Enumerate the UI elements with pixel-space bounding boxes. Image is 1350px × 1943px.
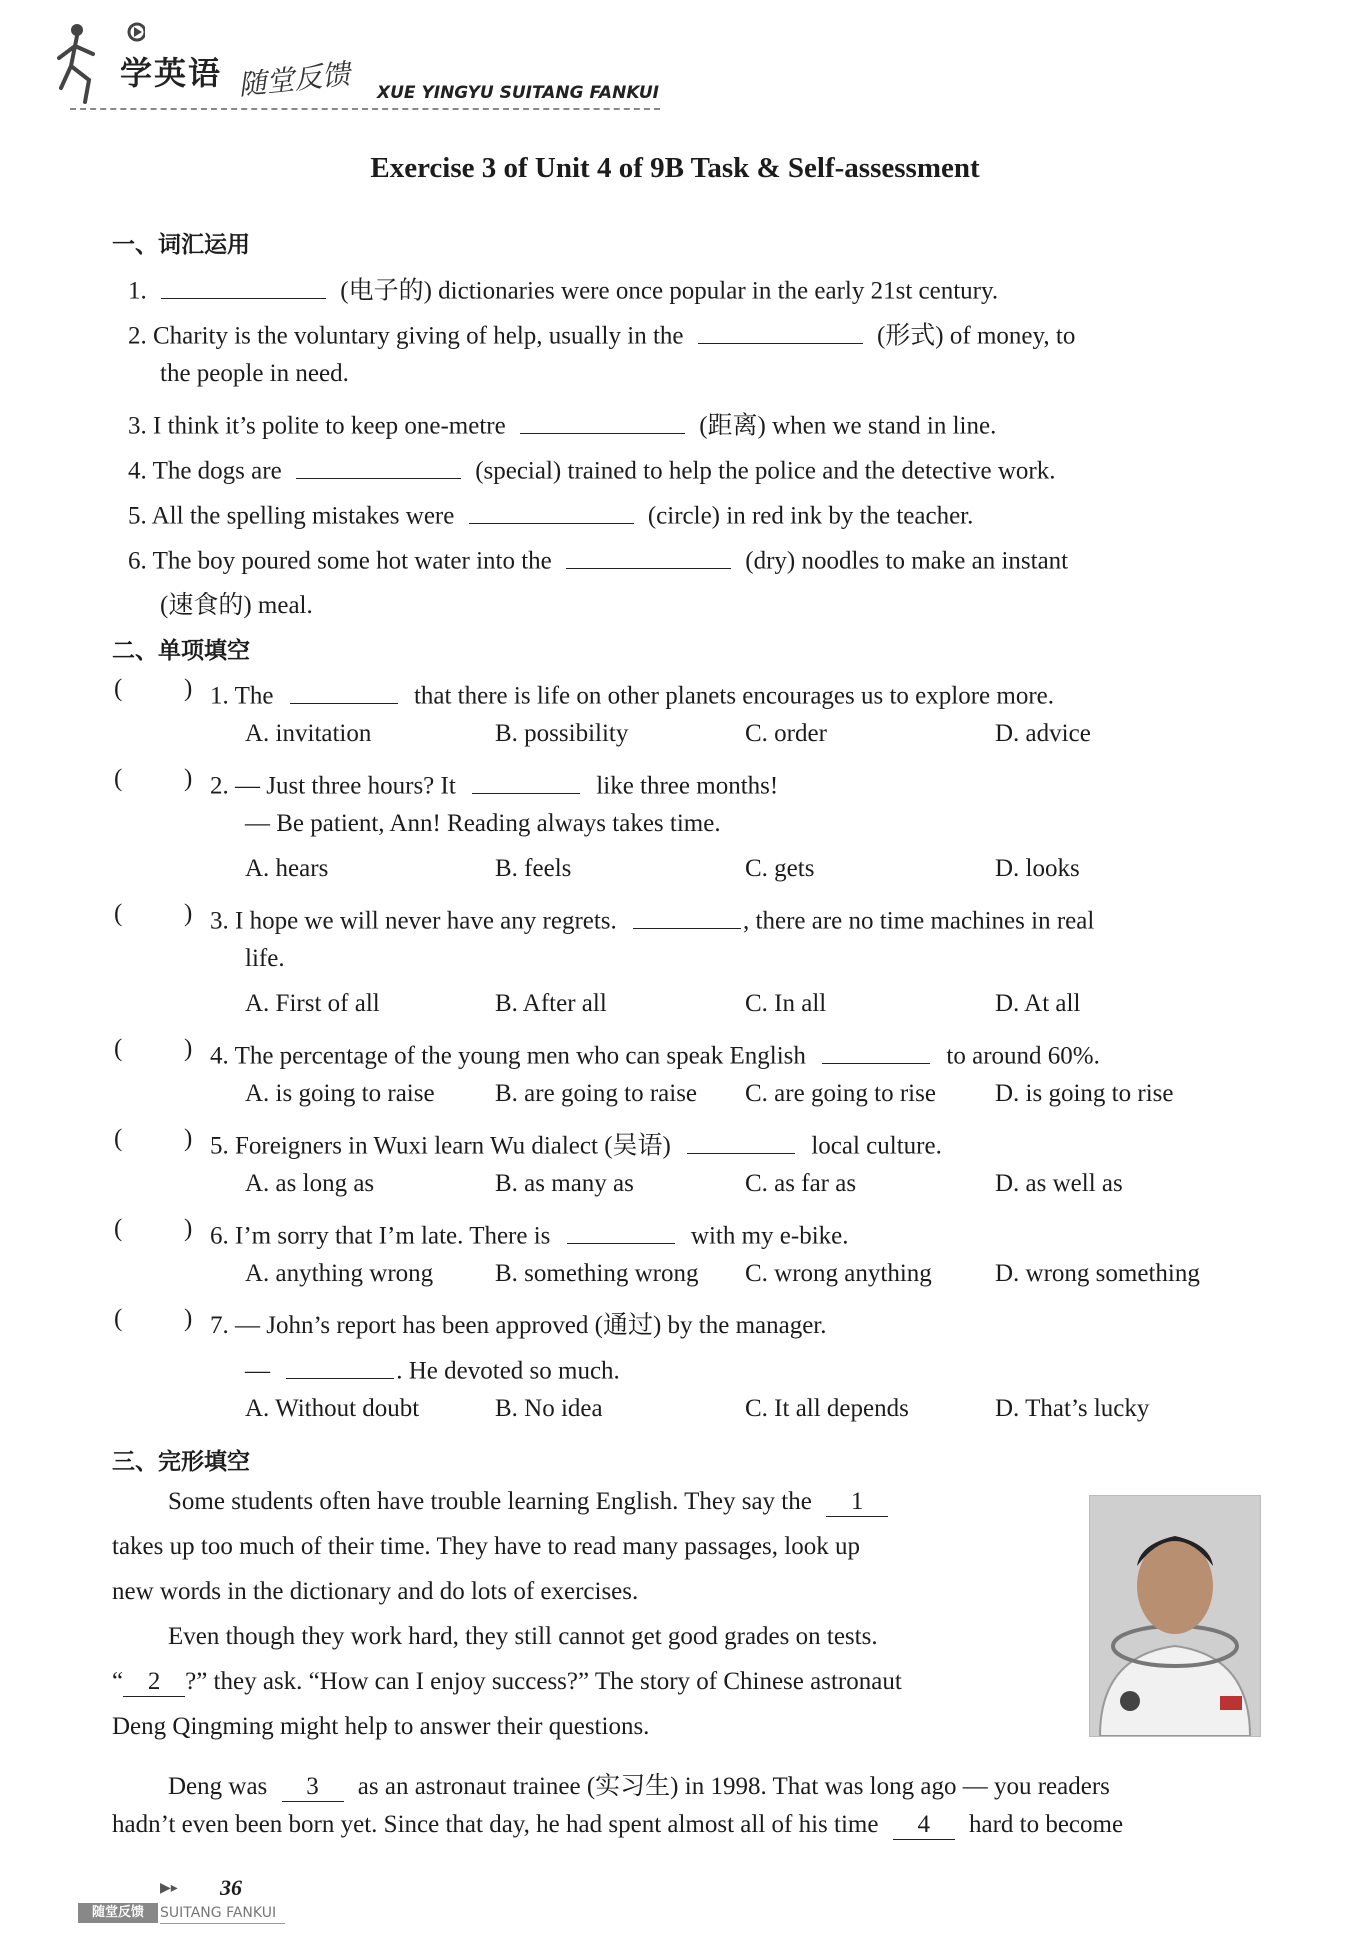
item-number: 1. [128, 277, 147, 305]
answer-blank[interactable] [822, 1035, 930, 1064]
item-number: 6. [128, 547, 147, 575]
option-d[interactable]: D. is going to rise [995, 1080, 1174, 1107]
answer-paren-open: ( [114, 1215, 123, 1242]
mc-question-2-reply: — Be patient, Ann! Reading always takes time. [245, 810, 721, 837]
option-b[interactable]: B. are going to raise [495, 1080, 698, 1107]
option-d[interactable]: D. advice [995, 720, 1091, 747]
passage-text: Some students often have trouble learning English. They say the [168, 1488, 812, 1515]
answer-paren-open: ( [114, 900, 123, 927]
question-text: with my e-bike. [690, 1222, 849, 1250]
cloze-line: Deng Qingming might help to answer their questions. [112, 1713, 650, 1740]
option-c[interactable]: C. are going to rise [745, 1080, 936, 1107]
mc-question-3 [210, 900, 1094, 936]
item-text: (dry) noodles to make an instant [745, 547, 1069, 575]
option-d[interactable]: D. wrong something [995, 1260, 1200, 1287]
option-b[interactable]: B. possibility [495, 720, 629, 747]
question-text: — John’s report has been approved (通过) by the manager. [235, 1312, 827, 1339]
cloze-line [112, 1668, 902, 1697]
answer-paren-open: ( [114, 1125, 123, 1152]
question-number: 7. [210, 1312, 229, 1339]
answer-blank[interactable] [161, 270, 326, 299]
answer-blank[interactable] [286, 1350, 394, 1379]
item-text: (circle) in red ink by the teacher. [647, 502, 974, 530]
question-text: to around 60%. [946, 1042, 1100, 1070]
mc-question-4 [210, 1035, 1100, 1071]
answer-paren-open: ( [114, 765, 123, 792]
item-text: Charity is the voluntary giving of help, usually in the [153, 322, 684, 350]
mc-question-2 [210, 765, 778, 801]
question-text: , there are no time machines in real [743, 907, 1095, 935]
option-b[interactable]: B. as many as [495, 1170, 634, 1197]
question-number: 3. [210, 907, 229, 935]
footer-tag: 随堂反馈 [78, 1903, 158, 1923]
answer-paren-close: ) [184, 1035, 193, 1062]
passage-text: as an astronaut trainee (实习生) in 1998. That was long ago — you readers [357, 1773, 1110, 1800]
mc-question-7-reply [245, 1350, 620, 1386]
vocab-item-1 [128, 270, 998, 307]
dash: — [245, 1357, 270, 1385]
page-number: 36 [220, 1875, 242, 1900]
option-a[interactable]: A. anything wrong [245, 1260, 434, 1287]
question-text: that there is life on other planets encourages us to explore more. [413, 682, 1055, 710]
question-number: 2. [210, 772, 229, 800]
option-a[interactable]: A. invitation [245, 720, 372, 747]
question-text: — Just three hours? It [235, 772, 456, 800]
item-number: 2. [128, 322, 147, 350]
option-c[interactable]: C. It all depends [745, 1395, 909, 1422]
answer-paren-close: ) [184, 900, 193, 927]
option-b[interactable]: B. feels [495, 855, 572, 882]
question-number: 6. [210, 1222, 229, 1250]
question-text: local culture. [811, 1132, 942, 1160]
item-text: (special) trained to help the police and the detective work. [475, 457, 1056, 485]
answer-paren-open: ( [114, 1305, 123, 1332]
option-c[interactable]: C. wrong anything [745, 1260, 932, 1287]
cloze-line [112, 1811, 1123, 1840]
question-text: The [234, 682, 274, 710]
question-text: I’m sorry that I’m late. There is [235, 1222, 551, 1250]
answer-blank[interactable] [566, 540, 731, 569]
vocab-item-2 [128, 315, 1075, 352]
answer-blank[interactable] [567, 1215, 675, 1244]
question-text: . He devoted so much. [396, 1357, 620, 1385]
item-text: All the spelling mistakes were [151, 502, 455, 530]
answer-paren-close: ) [184, 1215, 193, 1242]
answer-blank[interactable] [469, 495, 634, 524]
vocab-item-5 [128, 495, 973, 531]
footer-divider [160, 1923, 285, 1924]
option-d[interactable]: D. That’s lucky [995, 1395, 1150, 1422]
option-b[interactable]: B. After all [495, 990, 607, 1017]
question-number: 5. [210, 1132, 229, 1160]
section-2-heading: 二、单项填空 [112, 638, 250, 664]
header-divider [70, 108, 660, 110]
item-text: The boy poured some hot water into the [152, 547, 552, 575]
brand-subtitle-cn: 随堂反馈 [236, 57, 352, 102]
question-number: 1. [210, 682, 229, 710]
quote-mark: “ [112, 1668, 124, 1695]
answer-paren-close: ) [184, 765, 193, 792]
section-1-heading: 一、词汇运用 [112, 232, 250, 258]
cloze-blank-1[interactable]: 1 [826, 1488, 888, 1517]
answer-paren-close: ) [184, 1305, 193, 1332]
option-a[interactable]: A. as long as [245, 1170, 375, 1197]
astronaut-photo [1089, 1495, 1261, 1737]
question-text: I hope we will never have any regrets. [235, 907, 617, 935]
option-b[interactable]: B. No idea [495, 1395, 603, 1422]
answer-paren-open: ( [114, 675, 123, 702]
brand-title-cn: 学英语 [120, 54, 223, 92]
option-a[interactable]: A. is going to raise [245, 1080, 435, 1107]
mc-question-1 [210, 675, 1054, 711]
vocab-item-3 [128, 405, 996, 442]
item-text: I think it’s polite to keep one-metre [153, 412, 506, 440]
vocab-item-4 [128, 450, 1056, 486]
vocab-item-6 [128, 540, 1068, 576]
cloze-blank-4[interactable]: 4 [893, 1811, 955, 1840]
item-text: (电子的) dictionaries were once popular in the early 21st century. [340, 277, 999, 305]
answer-paren-close: ) [184, 1125, 193, 1152]
item-text: (距离) when we stand in line. [699, 412, 997, 440]
question-text: The percentage of the young men who can speak English [234, 1042, 806, 1070]
astronaut-portrait-icon [1090, 1496, 1260, 1736]
item-number: 5. [128, 502, 147, 530]
cloze-line: new words in the dictionary and do lots of exercises. [112, 1578, 639, 1605]
cloze-blank-3[interactable]: 3 [282, 1773, 344, 1802]
section-3-heading: 三、完形填空 [112, 1449, 250, 1475]
item-number: 3. [128, 412, 147, 440]
option-b[interactable]: B. something wrong [495, 1260, 699, 1287]
option-a[interactable]: A. hears [245, 855, 329, 882]
option-d[interactable]: D. as well as [995, 1170, 1123, 1197]
option-c[interactable]: C. as far as [745, 1170, 857, 1197]
mc-question-6 [210, 1215, 849, 1251]
cloze-line [168, 1488, 888, 1517]
answer-blank[interactable] [698, 315, 863, 344]
item-text: The dogs are [152, 457, 282, 485]
answer-blank[interactable] [296, 450, 461, 479]
question-text: Foreigners in Wuxi learn Wu dialect (吴语) [235, 1132, 671, 1160]
mc-question-7 [210, 1305, 827, 1341]
passage-text: hadn’t even been born yet. Since that day, he had spent almost all of his time [112, 1811, 879, 1838]
footer-pinyin: SUITANG FANKUI [160, 1905, 277, 1921]
cloze-line [168, 1766, 1110, 1802]
item-text: (形式) of money, to [876, 322, 1076, 350]
answer-paren-close: ) [184, 675, 193, 702]
answer-blank[interactable] [633, 900, 741, 929]
item-number: 4. [128, 457, 147, 485]
answer-blank[interactable] [687, 1125, 795, 1154]
answer-blank[interactable] [472, 765, 580, 794]
passage-text: Deng was [168, 1773, 268, 1800]
option-c[interactable]: C. gets [745, 855, 815, 882]
cloze-line: takes up too much of their time. They have to read many passages, look up [112, 1533, 860, 1560]
vocab-item-6-cont: (速食的) meal. [160, 592, 313, 619]
answer-blank[interactable] [520, 405, 685, 434]
passage-text: hard to become [968, 1811, 1124, 1838]
answer-blank[interactable] [290, 675, 398, 704]
cloze-blank-2[interactable]: 2 [123, 1668, 185, 1697]
page-title: Exercise 3 of Unit 4 of 9B Task & Self-assessment [370, 152, 980, 184]
mc-question-3-cont: life. [245, 945, 285, 972]
option-c[interactable]: C. order [745, 720, 827, 747]
mc-question-5 [210, 1125, 942, 1162]
answer-paren-open: ( [114, 1035, 123, 1062]
option-c[interactable]: C. In all [745, 990, 827, 1017]
vocab-item-2-cont: the people in need. [160, 360, 349, 387]
question-text: like three months! [596, 772, 779, 800]
play-arrows-icon: ▶▸ [160, 1880, 178, 1896]
option-a[interactable]: A. Without doubt [245, 1395, 420, 1422]
option-a[interactable]: A. First of all [245, 990, 380, 1017]
cloze-line: Even though they work hard, they still cannot get good grades on tests. [168, 1623, 878, 1650]
question-number: 4. [210, 1042, 229, 1070]
option-d[interactable]: D. looks [995, 855, 1080, 882]
brand-pinyin: XUE YINGYU SUITANG FANKUI [377, 83, 660, 103]
option-d[interactable]: D. At all [995, 990, 1081, 1017]
passage-text: ?” they ask. “How can I enjoy success?” The story of Chinese astronaut [185, 1668, 902, 1695]
